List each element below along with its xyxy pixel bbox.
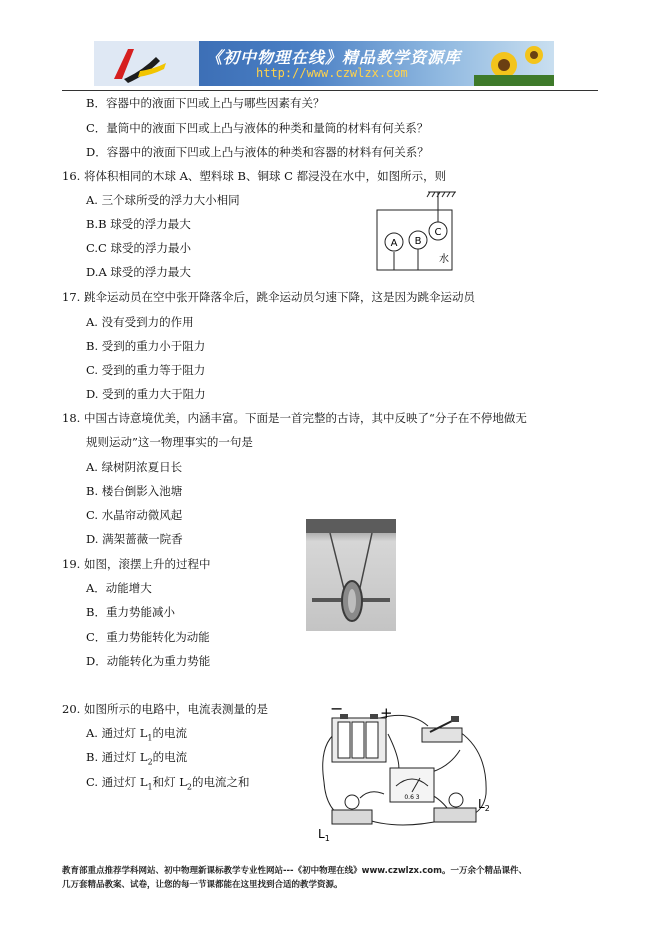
q15-option-b: B．容器中的液面下凹或上凸与哪些因素有关？: [86, 96, 325, 110]
maxwell-pendulum-photo: [306, 519, 396, 631]
q17-option-d: D. 受到的重力大于阻力: [86, 387, 206, 401]
banner-url: http://www.czwlzx.com: [256, 66, 408, 80]
lamp-l1-subscript: 1: [324, 834, 330, 843]
q18-option-b: B. 楼台倒影入池塘: [86, 484, 183, 498]
footer-line-1: 教育部重点推荐学科网站、初中物理新课标教学专业性网站---《初中物理在线》www.czwlzx.com。一万余个精品课件、: [62, 866, 527, 876]
ammeter: [390, 768, 434, 802]
q20-option-b-text: B. 通过灯 L: [86, 750, 148, 764]
q19-option-a: A．动能增大: [86, 581, 152, 595]
balls-in-water-figure: [370, 190, 460, 274]
water-label: 水: [439, 254, 449, 265]
q16-option-c: C.C 球受的浮力最小: [86, 241, 191, 255]
q19-option-b: B．重力势能减小: [86, 605, 175, 619]
q20-option-c-tail: 的电流之和: [191, 775, 250, 789]
ball-c-label: C: [434, 227, 442, 238]
switch: [422, 716, 462, 742]
q18-option-d: D. 满架蔷薇一院香: [86, 532, 183, 546]
q17-stem: 17. 跳伞运动员在空中张开降落伞后，跳伞运动员匀速下降，这是因为跳伞运动员: [62, 290, 475, 304]
battery-minus-label: −: [330, 702, 344, 718]
battery-plus-label: +: [380, 704, 393, 722]
q16-option-d: D.A 球受的浮力最大: [86, 265, 191, 279]
q19-option-c: C．重力势能转化为动能: [86, 630, 210, 644]
ammeter-scale-label: 0.6 3: [404, 794, 420, 801]
q20-option-a: [86, 726, 187, 745]
q16-option-a: A. 三个球所受的浮力大小相同: [86, 193, 240, 207]
circuit-figure: [310, 702, 500, 844]
header-divider: [62, 90, 598, 91]
q20-option-c: [86, 775, 249, 794]
lamp-l1-label: [318, 827, 330, 843]
lamp-l2: [434, 793, 476, 822]
q20-option-c-text: C. 通过灯 L: [86, 775, 148, 789]
q15-option-c: C．量筒中的液面下凹或上凸与液体的种类和量筒的材料有何关系？: [86, 121, 429, 135]
q20-option-c-middle: 和灯 L: [152, 775, 187, 789]
q20-option-b-subscript: 2: [147, 757, 153, 767]
q20-option-b: [86, 750, 187, 769]
q20-option-a-text: A. 通过灯 L: [86, 726, 148, 740]
lamp-l2-letter: L: [478, 797, 485, 811]
ball-b-label: B: [414, 236, 422, 247]
banner-title: 《初中物理在线》精品教学资源库: [206, 48, 462, 67]
q16-stem: 16. 将体积相同的木球 A、塑料球 B、铜球 C 都浸没在水中，如图所示，则: [62, 169, 447, 183]
q20-option-c-subscript-1: 1: [147, 782, 153, 792]
q20-option-a-tail: 的电流: [152, 726, 188, 740]
lamp-l1: [332, 795, 372, 824]
q20-option-a-subscript: 1: [147, 733, 153, 743]
lamp-l2-label: [478, 797, 490, 813]
lamp-l2-subscript: 2: [484, 804, 490, 813]
q18-stem-continued: 规则运动”这一物理事实的一句是: [86, 435, 253, 449]
q17-option-a: A. 没有受到力的作用: [86, 315, 194, 329]
battery-box: [332, 714, 386, 762]
q18-option-a: A. 绿树阴浓夏日长: [86, 460, 183, 474]
q19-stem: 19. 如图，滚摆上升的过程中: [62, 557, 211, 571]
lamp-l1-letter: L: [318, 827, 325, 841]
q19-option-d: D．动能转化为重力势能: [86, 654, 211, 668]
q20-option-b-tail: 的电流: [152, 750, 188, 764]
q15-option-d: D．容器中的液面下凹或上凸与液体的种类和容器的材料有何关系？: [86, 145, 429, 159]
q18-option-c: C. 水晶帘动微风起: [86, 508, 183, 522]
q17-option-c: C. 受到的重力等于阻力: [86, 363, 206, 377]
q20-stem: 20. 如图所示的电路中，电流表测量的是: [62, 702, 268, 716]
header-banner: [94, 41, 554, 86]
q17-option-b: B. 受到的重力小于阻力: [86, 339, 206, 353]
q18-stem: 18. 中国古诗意境优美，内涵丰富。下面是一首完整的古诗，其中反映了“分子在不停地做无: [62, 411, 527, 425]
q20-option-c-subscript-2: 2: [186, 782, 192, 792]
footer-line-2: 几万套精品教案、试卷，让您的每一节课都能在这里找到合适的教学资源。: [62, 880, 343, 890]
ball-a-label: A: [390, 238, 398, 249]
q16-option-b: B.B 球受的浮力最大: [86, 217, 191, 231]
